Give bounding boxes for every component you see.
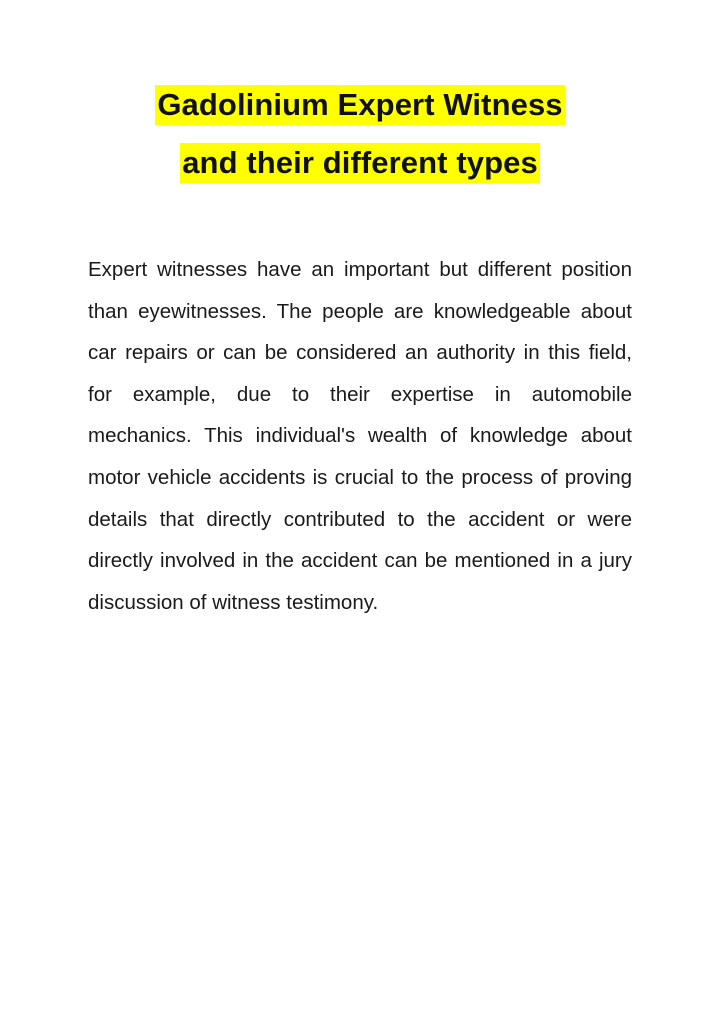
title-line-1 xyxy=(0,82,720,140)
document-title xyxy=(0,82,720,198)
title-text-1: Gadolinium Expert Witness xyxy=(155,85,564,125)
body-paragraph: Expert witnesses have an important but different position than eyewitnesses. The people are knowledgeable about car repairs or can be considered an authority in this field, for example, due to their expertise in automobile mechanics. This individual's wealth of knowledge about motor vehicle accidents is crucial to the process of proving details that directly contributed to the accident or were directly involved in the accident can be mentioned in a jury discussion of witness testimony. xyxy=(88,258,632,614)
title-text-2: and their different types xyxy=(180,143,540,183)
title-line-2 xyxy=(0,140,720,198)
